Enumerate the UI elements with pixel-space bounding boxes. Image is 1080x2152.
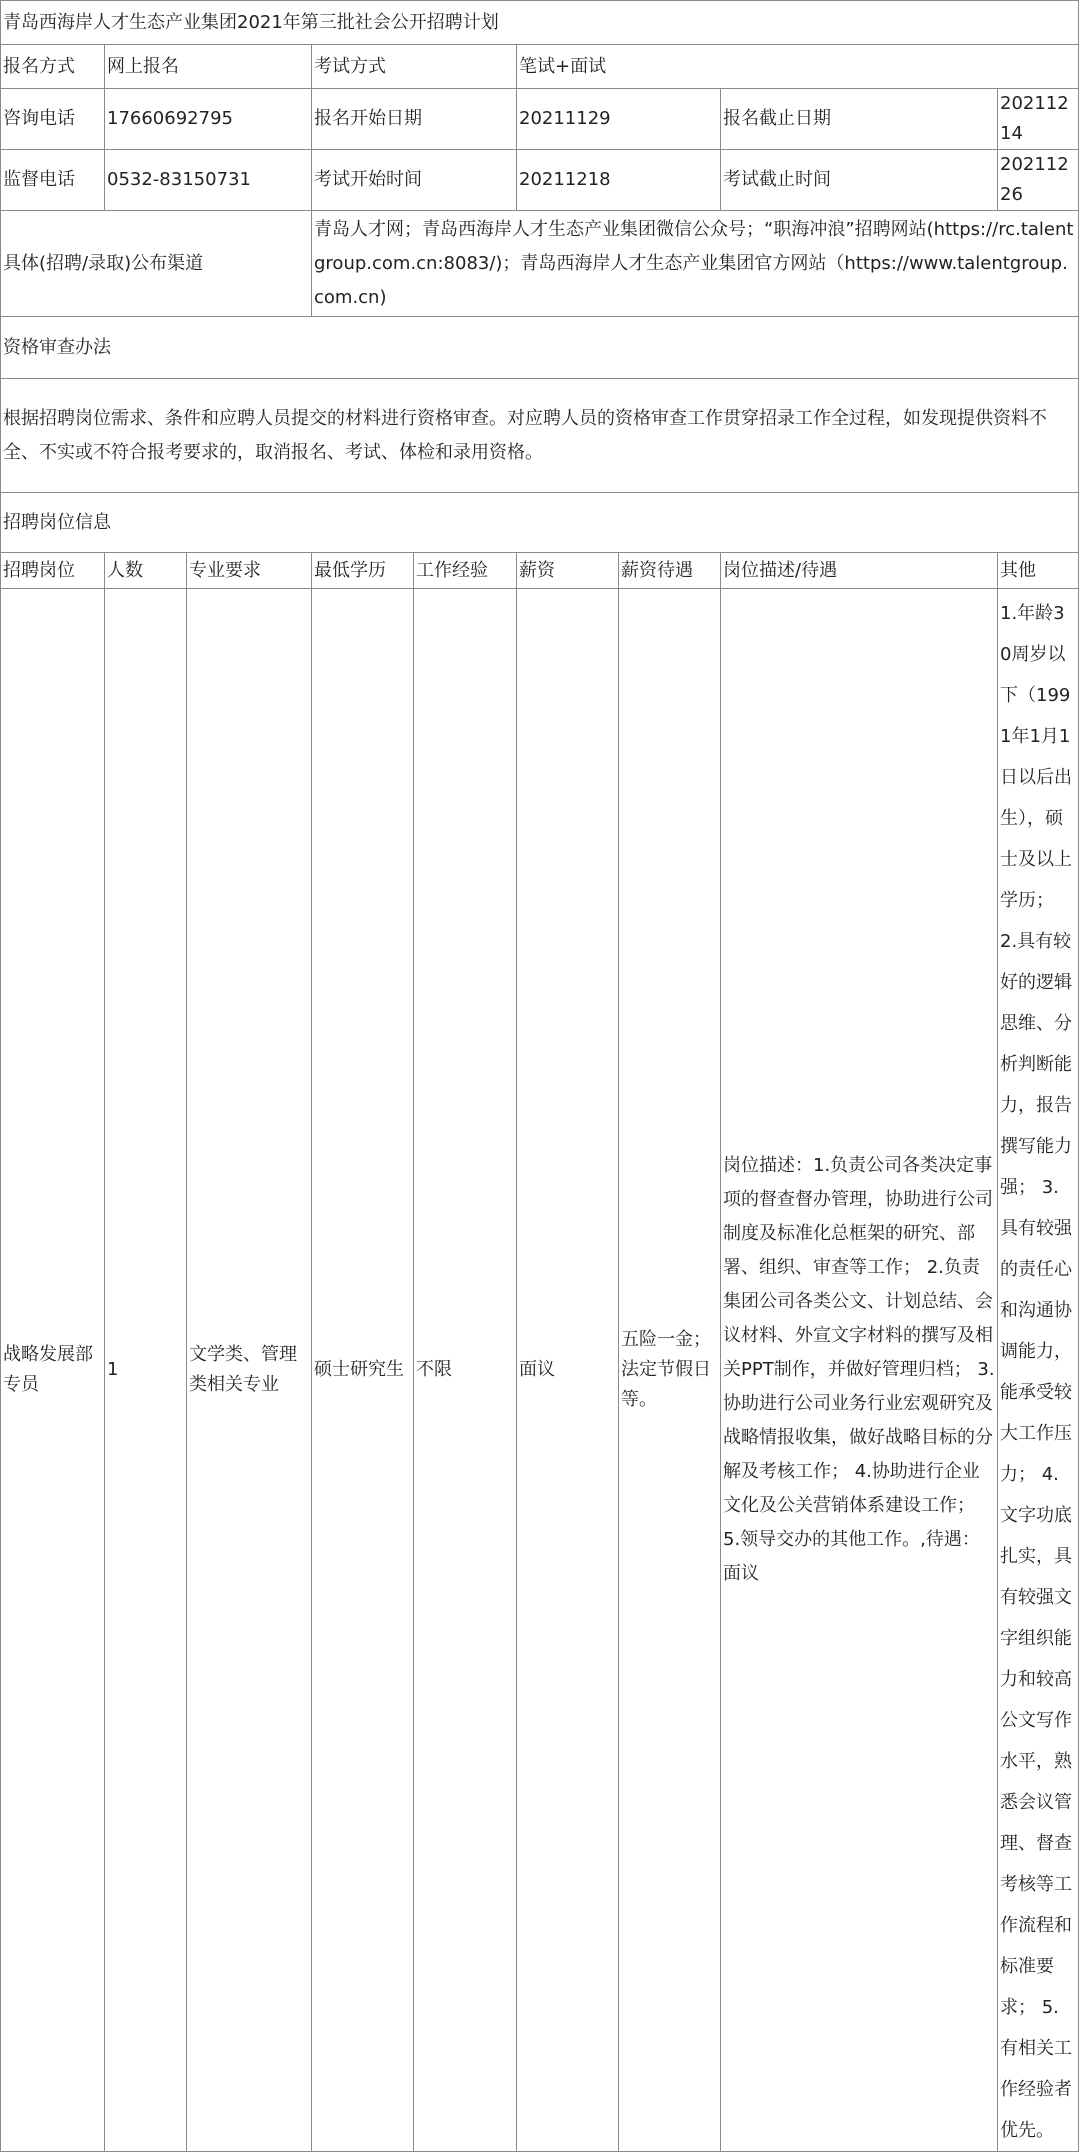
review-heading: 资格审查办法 <box>1 317 1079 379</box>
col-header-other: 其他 <box>998 553 1079 589</box>
exam-method-label: 考试方式 <box>312 45 517 89</box>
col-header-major: 专业要求 <box>187 553 312 589</box>
col-header-description: 岗位描述/待遇 <box>721 553 998 589</box>
reg-method-value: 网上报名 <box>105 45 312 89</box>
reg-method-label: 报名方式 <box>1 45 105 89</box>
post-description: 岗位描述：1.负责公司各类决定事项的督查督办管理，协助进行公司制度及标准化总框架的研究、部署、组织、审查等工作； 2.负责集团公司各类公文、计划总结、会议材料、外宣文字材料的撰写及相关PPT制作，并做好管理归档； 3.协助进行公司业务行业宏观研究及战略情报收集，做好战略目标的分解及考核工作； 4.协助进行企业文化及公关营销体系建设工作； 5.领导交办的其他工作。,待遇：面议 <box>721 589 998 2152</box>
col-header-education: 最低学历 <box>312 553 414 589</box>
exam-method-value: 笔试+面试 <box>517 45 1079 89</box>
col-header-count: 人数 <box>105 553 187 589</box>
reg-end-value: 20211214 <box>998 89 1079 150</box>
col-header-experience: 工作经验 <box>414 553 517 589</box>
post-experience: 不限 <box>414 589 517 2152</box>
exam-end-value: 20211226 <box>998 150 1079 211</box>
reg-end-label: 报名截止日期 <box>721 89 998 150</box>
exam-start-value: 20211218 <box>517 150 721 211</box>
supervise-value: 0532-83150731 <box>105 150 312 211</box>
reg-start-label: 报名开始日期 <box>312 89 517 150</box>
table-row <box>1 589 1079 2152</box>
post-benefits: 五险一金；法定节假日等。 <box>619 589 721 2152</box>
post-name: 战略发展部专员 <box>1 589 105 2152</box>
col-header-benefits: 薪资待遇 <box>619 553 721 589</box>
exam-end-label: 考试截止时间 <box>721 150 998 211</box>
post-salary: 面议 <box>517 589 619 2152</box>
phone-value: 17660692795 <box>105 89 312 150</box>
supervise-label: 监督电话 <box>1 150 105 211</box>
col-header-post: 招聘岗位 <box>1 553 105 589</box>
positions-heading: 招聘岗位信息 <box>1 493 1079 553</box>
channel-value: 青岛人才网；青岛西海岸人才生态产业集团微信公众号；“职海冲浪”招聘网站(https://rc.talentgroup.com.cn:8083/)；青岛西海岸人才生态产业集团官方网站（https://www.talentgroup.com.cn) <box>312 211 1079 317</box>
channel-label: 具体(招聘/录取)公布渠道 <box>1 211 312 317</box>
review-text: 根据招聘岗位需求、条件和应聘人员提交的材料进行资格审查。对应聘人员的资格审查工作贯穿招录工作全过程，如发现提供资料不全、不实或不符合报考要求的，取消报名、考试、体检和录用资格。 <box>1 379 1079 493</box>
col-header-salary: 薪资 <box>517 553 619 589</box>
post-major: 文学类、管理类相关专业 <box>187 589 312 2152</box>
phone-label: 咨询电话 <box>1 89 105 150</box>
table-title: 青岛西海岸人才生态产业集团2021年第三批社会公开招聘计划 <box>1 1 1079 45</box>
post-other: 1.年龄30周岁以下（1991年1月1日以后出生），硕士及以上学历； 2.具有较好的逻辑思维、分析判断能力，报告撰写能力强； 3.具有较强的责任心和沟通协调能力，能承受较大工作压力； 4.文字功底扎实，具有较强文字组织能力和较高公文写作水平，熟悉会议管理、督查考核等工作流程和标准要求； 5.有相关工作经验者优先。 <box>998 589 1079 2152</box>
reg-start-value: 20211129 <box>517 89 721 150</box>
post-education: 硕士研究生 <box>312 589 414 2152</box>
exam-start-label: 考试开始时间 <box>312 150 517 211</box>
post-count: 1 <box>105 589 187 2152</box>
